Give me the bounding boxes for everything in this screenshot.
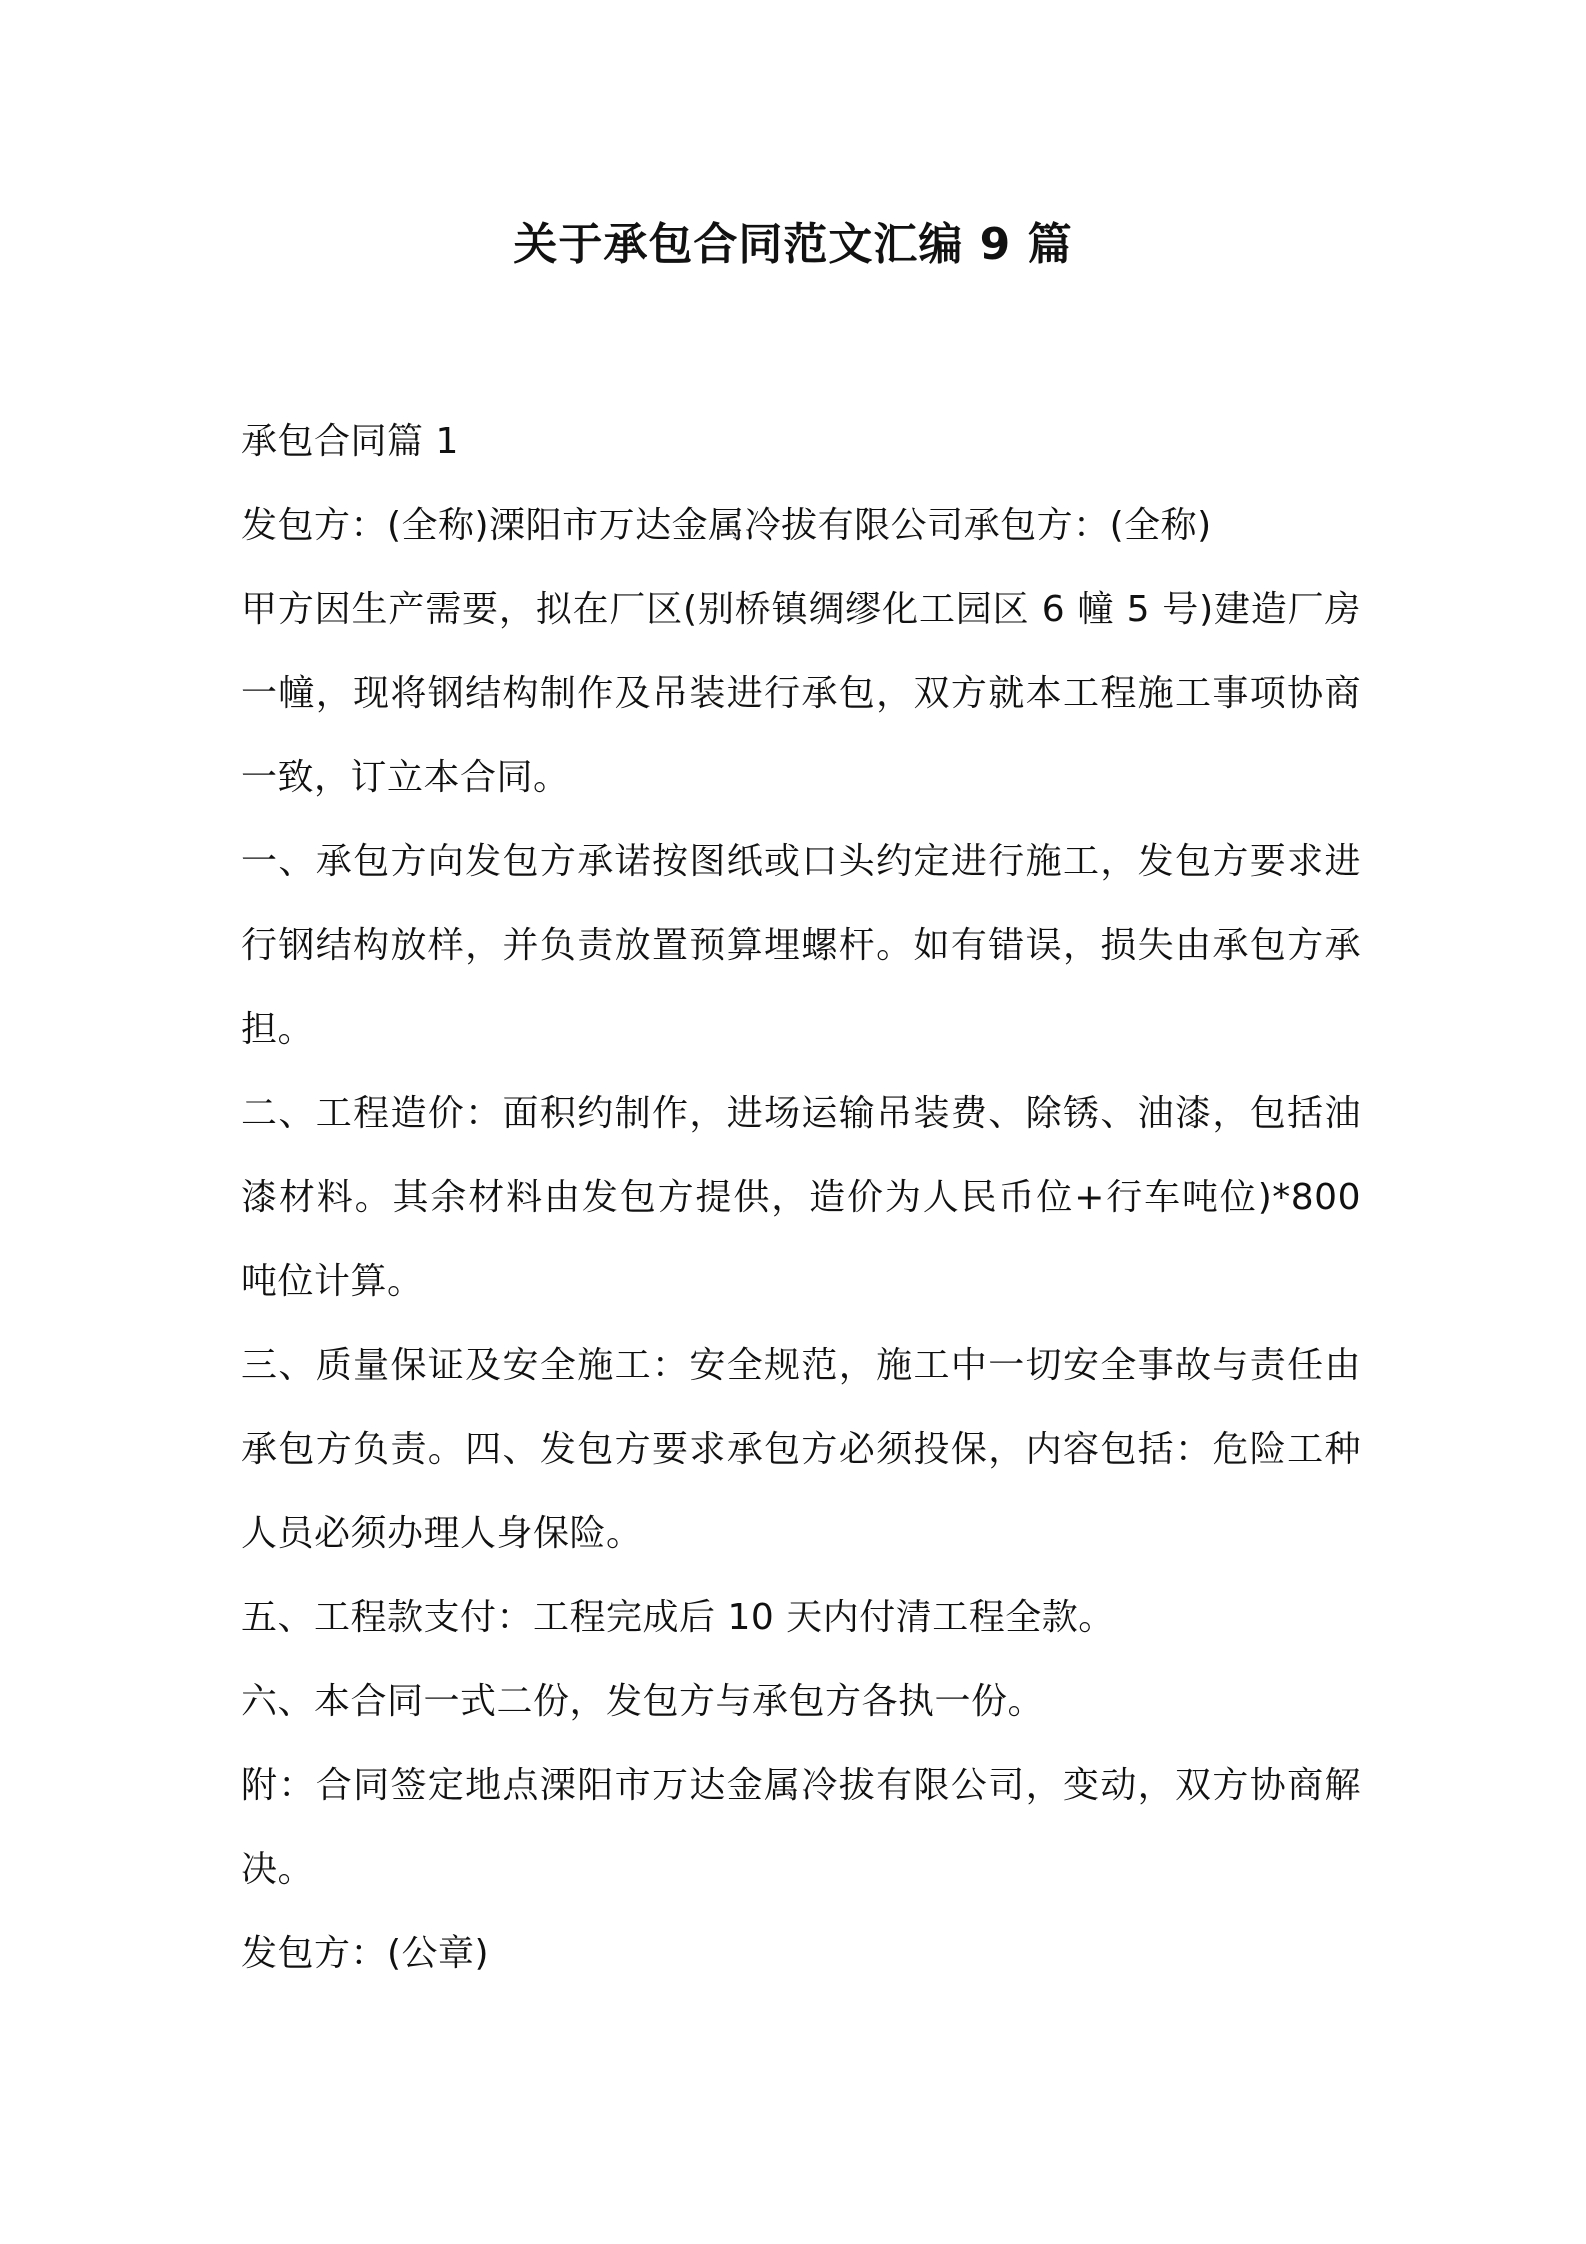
clause-6: 六、本合同一式二份，发包方与承包方各执一份。 <box>241 1681 1045 1722</box>
section-heading: 承包合同篇 1 <box>241 421 459 462</box>
document-body <box>241 400 1361 1996</box>
preamble-paragraph: 甲方因生产需要，拟在厂区(别桥镇绸缪化工园区 6 幢 5 号)建造厂房一幢，现将钢结构制作及吊装进行承包，双方就本工程施工事项协商一致，订立本合同。 <box>241 589 1361 798</box>
signature-line: 发包方：(公章) <box>241 1933 490 1974</box>
clause-3-4: 三、质量保证及安全施工：安全规范，施工中一切安全事故与责任由承包方负责。四、发包方要求承包方必须投保，内容包括：危险工种人员必须办理人身保险。 <box>241 1345 1361 1554</box>
clause-1: 一、承包方向发包方承诺按图纸或口头约定进行施工，发包方要求进行钢结构放样，并负责放置预算埋螺杆。如有错误，损失由承包方承担。 <box>241 841 1361 1050</box>
parties-line: 发包方：(全称)溧阳市万达金属冷拔有限公司承包方：(全称) <box>241 505 1212 546</box>
clause-5: 五、工程款支付：工程完成后 10 天内付清工程全款。 <box>241 1597 1115 1638</box>
appendix-note: 附：合同签定地点溧阳市万达金属冷拔有限公司，变动，双方协商解决。 <box>241 1765 1361 1890</box>
document-title: 关于承包合同范文汇编 9 篇 <box>513 219 1073 270</box>
clause-2: 二、工程造价：面积约制作，进场运输吊装费、除锈、油漆，包括油漆材料。其余材料由发包方提供，造价为人民币位+行车吨位)*800 吨位计算。 <box>241 1093 1361 1302</box>
